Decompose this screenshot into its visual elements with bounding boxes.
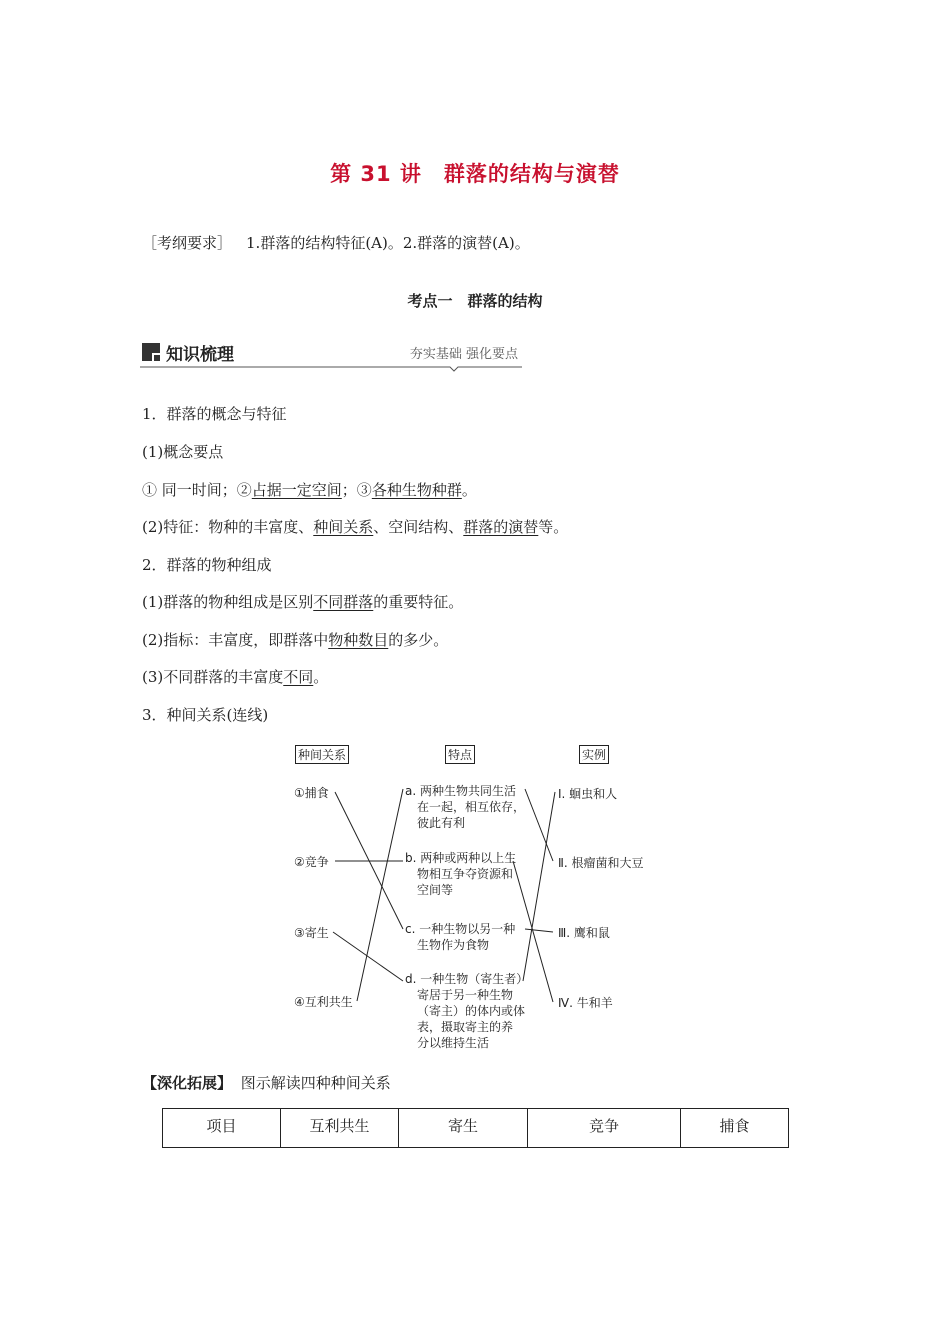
text-run: (2)特征：物种的丰富度、 — [142, 518, 314, 536]
feature-line: 在一起，相互依存， — [417, 800, 526, 814]
table-header-cell: 互利共生 — [281, 1109, 399, 1148]
underlined-answer: 物种数目 — [328, 631, 389, 649]
feature-c — [405, 921, 515, 953]
requirement-label: ［考纲要求］ — [142, 234, 233, 252]
table-header-row — [163, 1109, 789, 1148]
feature-line: 寄居于另一种生物 — [417, 988, 514, 1002]
feature-line: 生物作为食物 — [417, 938, 490, 952]
feature-line: a. 两种生物共同生活 — [405, 784, 516, 798]
deep-label: 【深化拓展】 — [142, 1074, 233, 1092]
underlined-answer: 占据一定空间 — [251, 481, 342, 499]
example-3: Ⅲ. 鹰和鼠 — [558, 926, 610, 940]
table-header-cell: 项目 — [163, 1109, 281, 1148]
feature-line: 分以维持生活 — [417, 1036, 490, 1050]
feature-line: b. 两种或两种以上生 — [405, 851, 517, 865]
feature-line: d. 一种生物（寄生者） — [405, 972, 529, 986]
s2-1-line — [142, 592, 463, 612]
header-example: 实例 — [579, 745, 609, 764]
text-run: 等。 — [538, 518, 569, 536]
underlined-answer: 种间关系 — [313, 518, 374, 536]
underlined-answer: 各种生物种群 — [371, 481, 462, 499]
section-heading: 考点一 群落的结构 — [407, 292, 543, 310]
feature-a — [405, 783, 525, 831]
text-run: 、空间结构、 — [373, 518, 464, 536]
s2-3-line — [142, 667, 328, 687]
table-header-cell: 竞争 — [528, 1109, 681, 1148]
banner-subtitle: 夯实基础 强化要点 — [409, 347, 518, 362]
banner-square-icon — [142, 343, 160, 361]
table-header-cell: 寄生 — [399, 1109, 528, 1148]
s2-2-line — [142, 630, 448, 650]
example-1: Ⅰ. 蛔虫和人 — [558, 787, 618, 801]
text-run: 的重要特征。 — [373, 593, 464, 611]
text-run: (1)群落的物种组成是区别 — [142, 593, 314, 611]
text-run: (2)指标：丰富度，即群落中 — [142, 631, 329, 649]
text-run: 。 — [461, 481, 477, 499]
exam-requirement — [142, 232, 530, 253]
relation-parasitism: ③寄生 — [294, 926, 329, 940]
deep-extension — [142, 1072, 391, 1093]
relation-predation: ①捕食 — [294, 786, 329, 800]
feature-b — [405, 850, 516, 898]
feature-line: c. 一种生物以另一种 — [405, 922, 516, 936]
s2-heading: 2．群落的物种组成 — [142, 556, 272, 574]
example-2: Ⅱ. 根瘤菌和大豆 — [558, 856, 644, 870]
table-header-cell: 捕食 — [681, 1109, 789, 1148]
underlined-answer: 不同群落 — [313, 593, 374, 611]
s3-heading: 3．种间关系(连线) — [142, 706, 269, 724]
feature-line: 空间等 — [417, 883, 454, 897]
underlined-answer: 不同 — [283, 668, 314, 686]
feature-d — [405, 971, 528, 1051]
relation-mutualism: ④互利共生 — [294, 995, 353, 1009]
banner-underline — [140, 362, 522, 372]
header-relation: 种间关系 — [295, 745, 349, 764]
text-run: 。 — [313, 668, 329, 686]
relation-table — [162, 1108, 789, 1148]
knowledge-banner — [140, 340, 522, 372]
feature-line: （寄主）的体内或体 — [417, 1004, 526, 1018]
feature-line: 物相互争夺资源和 — [417, 867, 514, 881]
text-run: ① 同一时间；② — [142, 481, 252, 499]
s1-2-line — [142, 517, 568, 537]
requirement-text: 1.群落的结构特征(A)。2.群落的演替(A)。 — [246, 234, 530, 252]
page-title: 第 31 讲 群落的结构与演替 — [330, 162, 620, 186]
underlined-answer: 群落的演替 — [463, 518, 539, 536]
matching-diagram — [285, 737, 665, 1057]
text-run: (3)不同群落的丰富度 — [142, 668, 284, 686]
header-feature: 特点 — [445, 745, 475, 764]
s1-heading: 1．群落的概念与特征 — [142, 405, 287, 423]
banner-heading: 知识梳理 — [166, 345, 234, 365]
text-run: ；③ — [341, 481, 372, 499]
relation-competition: ②竞争 — [294, 855, 329, 869]
text-run: 的多少。 — [388, 631, 449, 649]
deep-text: 图示解读四种种间关系 — [240, 1074, 391, 1092]
s1-1-heading: (1)概念要点 — [142, 443, 224, 461]
feature-line: 表，摄取寄主的养 — [417, 1020, 514, 1034]
s1-1-line — [142, 480, 477, 500]
example-4: Ⅳ. 牛和羊 — [558, 996, 613, 1010]
feature-line: 彼此有利 — [417, 816, 466, 830]
